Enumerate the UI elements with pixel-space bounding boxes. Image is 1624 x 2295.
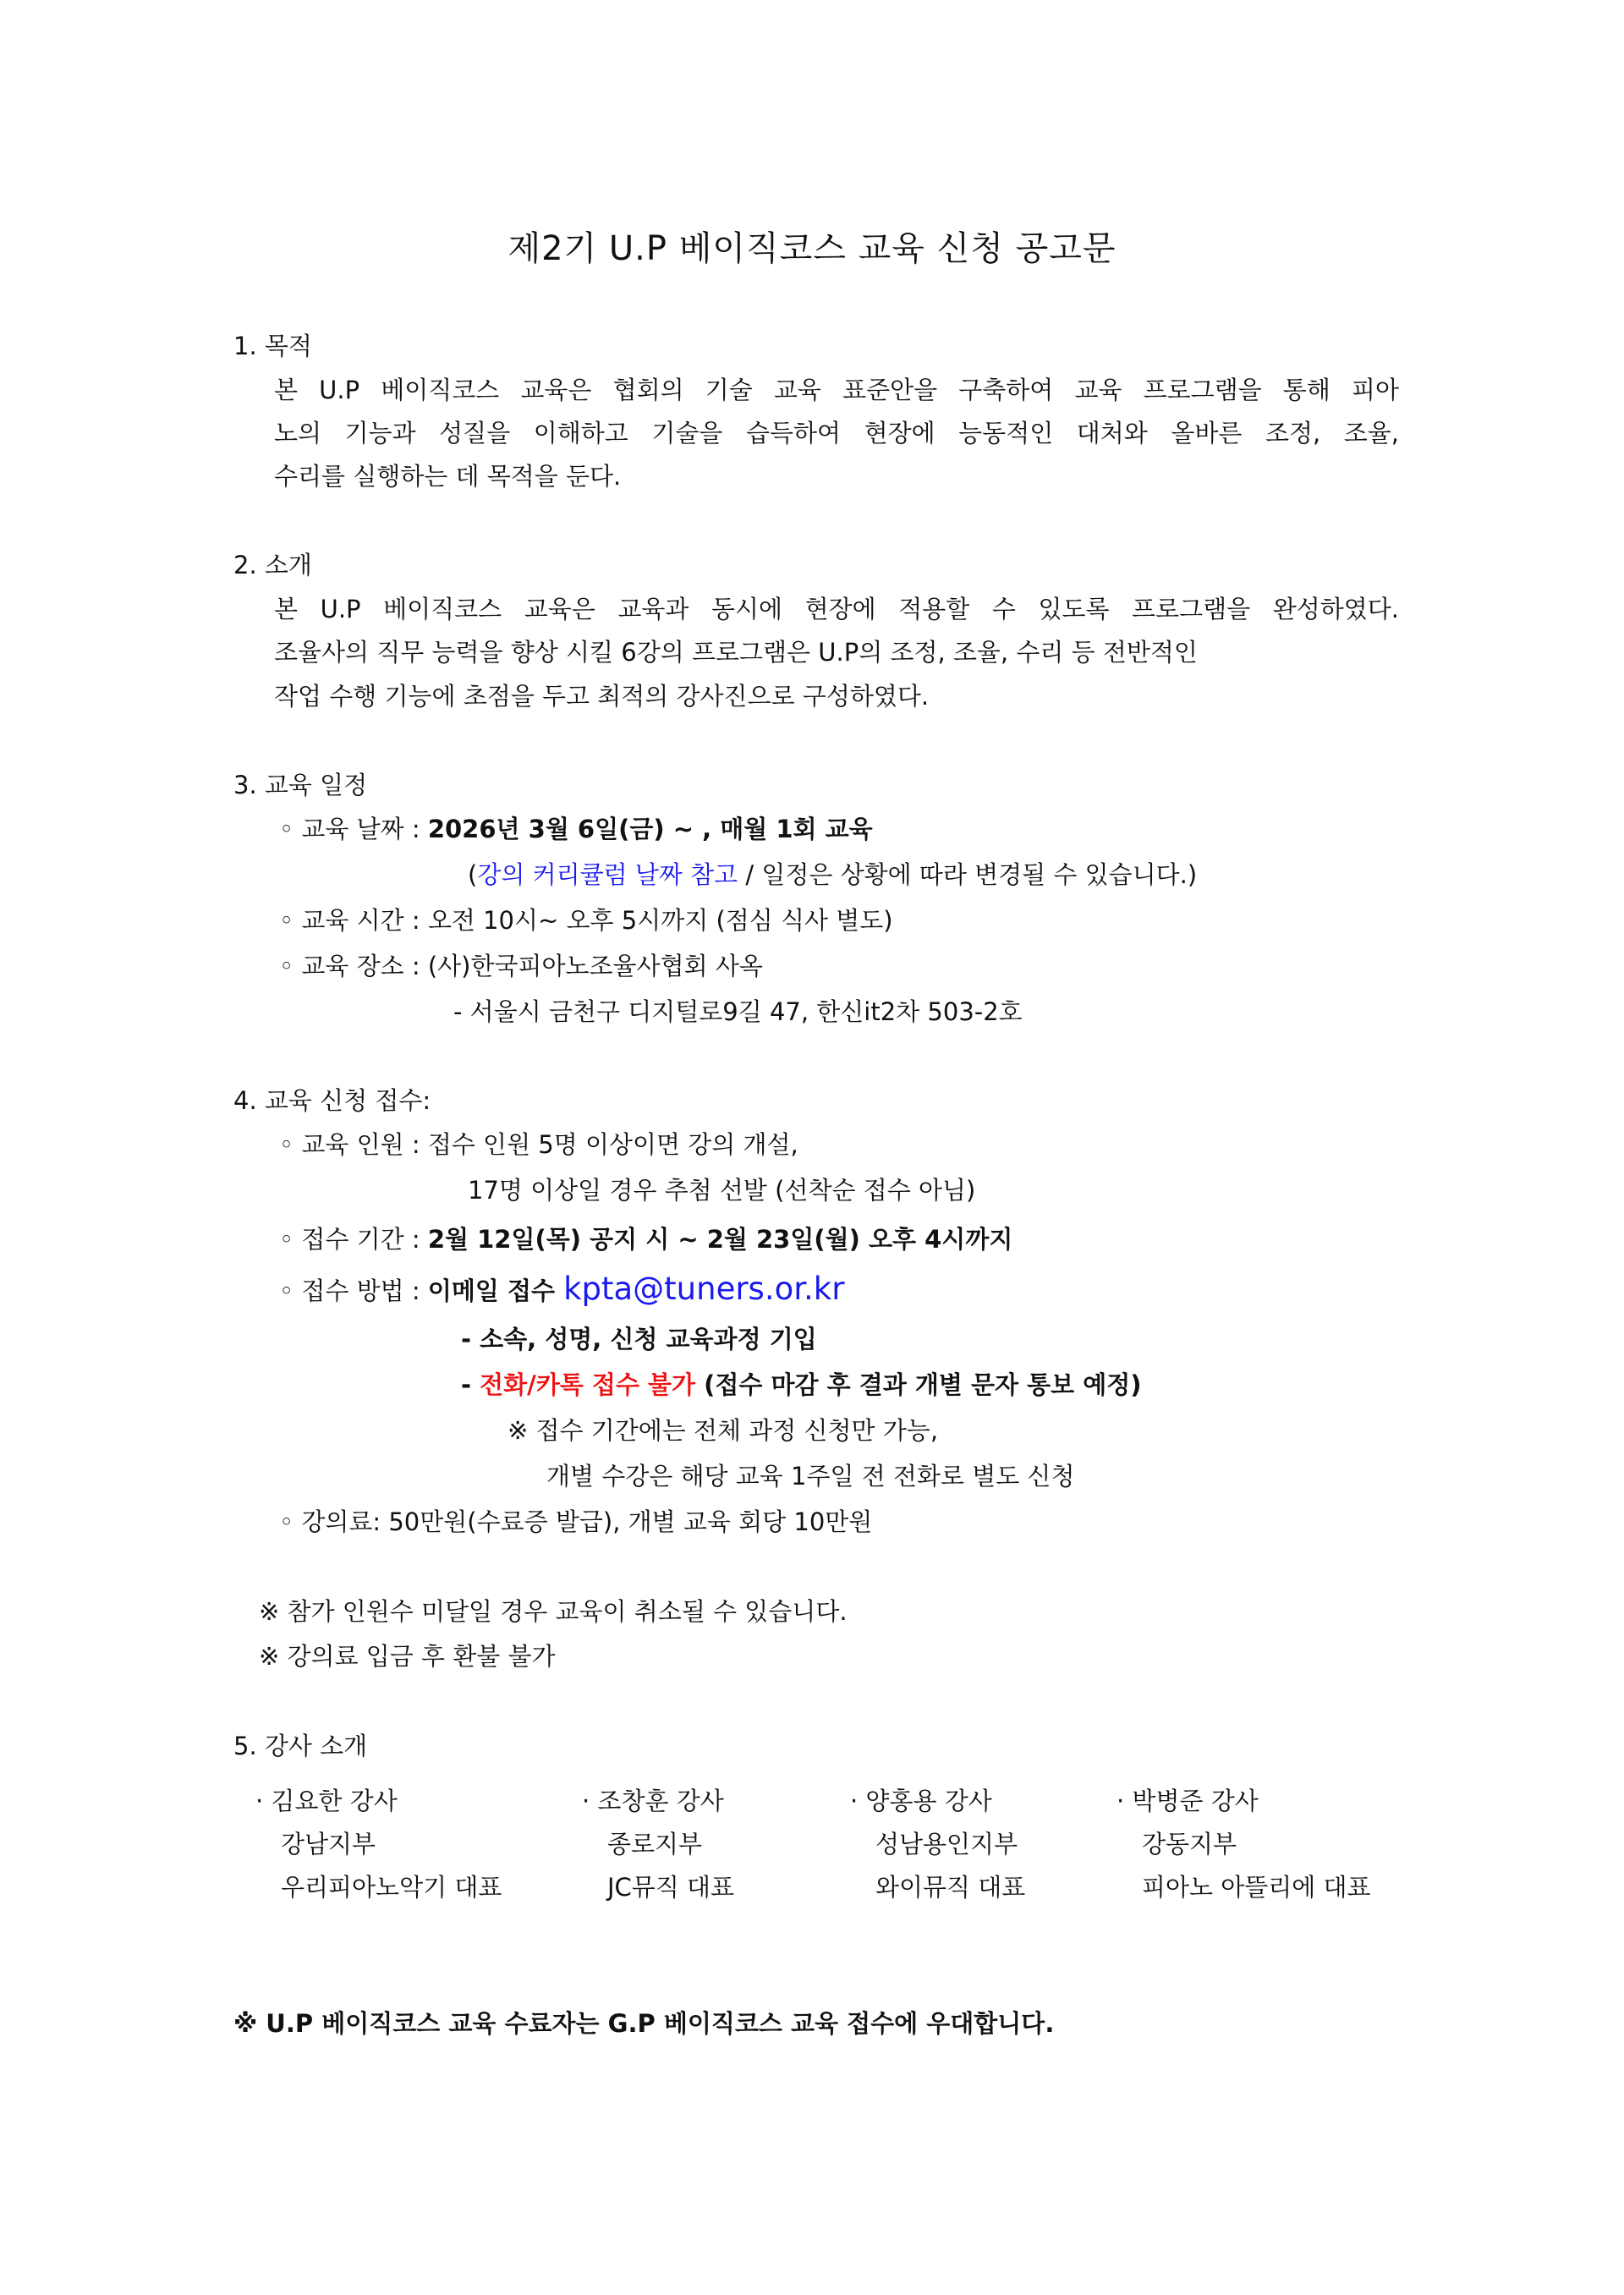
notice-cancel: ※ 참가 인원수 미달일 경우 교육이 취소될 수 있습니다. xyxy=(259,1597,848,1626)
date-note-open: ( xyxy=(468,860,478,889)
schedule-time-value: 오전 10시~ 오후 5시까지 (점심 식사 별도) xyxy=(427,906,893,935)
schedule-date-label: ◦ 교육 날짜 : xyxy=(279,815,428,843)
schedule-place-value: (사)한국피아노조율사협회 사옥 xyxy=(427,952,763,980)
footer-notice: ※ U.P 베이직코스 교육 수료자는 G.P 베이직코스 교육 접수에 우대합니다. xyxy=(233,2009,1055,2038)
no-phone-warning: 전화/카톡 접수 불가 xyxy=(480,1370,696,1399)
enroll-people-label: ◦ 교육 인원 : xyxy=(279,1130,428,1159)
notice-refund: ※ 강의료 입금 후 환불 불가 xyxy=(259,1642,556,1671)
enroll-period-label: ◦ 접수 기간 : xyxy=(279,1225,428,1254)
instructor-company: 피아노 아뜰리에 대표 xyxy=(1142,1873,1371,1902)
method-dash-2 xyxy=(461,1370,1142,1400)
schedule-date-value: 2026년 3월 6일(금) ~ , 매월 1회 교육 xyxy=(427,815,873,843)
section-2-line-3: 작업 수행 기능에 초점을 두고 최적의 강사진으로 구성하였다. xyxy=(274,682,930,711)
schedule-date-note xyxy=(468,860,1197,890)
enroll-method-value: 이메일 접수 xyxy=(427,1277,564,1305)
schedule-time-label: ◦ 교육 시간 : xyxy=(279,906,428,935)
method-note-1: ※ 접수 기간에는 전체 과정 신청만 가능, xyxy=(508,1416,939,1445)
fee-row: ◦ 강의료: 50만원(수료증 발급), 개별 교육 회당 10만원 xyxy=(279,1507,873,1536)
instructor-card xyxy=(255,1787,398,1816)
section-2-heading: 2. 소개 xyxy=(233,551,312,579)
instructor-branch: 성남용인지부 xyxy=(875,1830,1018,1859)
enroll-people-row xyxy=(279,1130,798,1160)
section-1-heading: 1. 목적 xyxy=(233,332,312,360)
instructor-name: · 양홍용 강사 xyxy=(850,1787,992,1815)
instructor-name: · 조창훈 강사 xyxy=(582,1787,724,1815)
section-2-line-1: 본 U.P 베이직코스 교육은 교육과 동시에 현장에 적용할 수 있도록 프로그램을 완성하였다. xyxy=(274,595,1399,623)
section-3-heading: 3. 교육 일정 xyxy=(233,771,368,799)
method-note-2: 개별 수강은 해당 교육 1주일 전 전화로 별도 신청 xyxy=(546,1462,1075,1491)
email-link[interactable]: kpta@tuners.or.kr xyxy=(563,1271,845,1307)
section-1-line-3: 수리를 실행하는 데 목적을 둔다. xyxy=(274,462,622,491)
schedule-place-label: ◦ 교육 장소 : xyxy=(279,952,428,980)
schedule-time-row xyxy=(279,906,893,936)
schedule-address: - 서울시 금천구 디지털로9길 47, 한신it2차 503-2호 xyxy=(453,997,1023,1026)
instructor-name: · 김요한 강사 xyxy=(255,1787,398,1815)
section-5-heading: 5. 강사 소개 xyxy=(233,1732,368,1760)
instructor-name: · 박병준 강사 xyxy=(1116,1787,1259,1815)
instructor-branch: 종로지부 xyxy=(607,1830,703,1859)
enroll-period-row xyxy=(279,1225,1012,1255)
method-dash-2-prefix: - xyxy=(461,1370,480,1399)
section-2-line-2: 조율사의 직무 능력을 향상 시킬 6강의 프로그램은 U.P의 조정, 조율, 수리 등 전반적인 xyxy=(274,638,1198,667)
section-1-line-1: 본 U.P 베이직코스 교육은 협회의 기술 교육 표준안을 구축하여 교육 프로그램을 통해 피아 xyxy=(274,376,1399,404)
method-dash-1: - 소속, 성명, 신청 교육과정 기입 xyxy=(461,1325,817,1353)
instructor-card xyxy=(582,1787,724,1816)
instructor-card xyxy=(1116,1787,1259,1816)
method-dash-2-rest: (접수 마감 후 결과 개별 문자 통보 예정) xyxy=(695,1370,1142,1399)
enroll-method-label: ◦ 접수 방법 : xyxy=(279,1277,428,1305)
date-note-rest: / 일정은 상황에 따라 변경될 수 있습니다.) xyxy=(738,860,1198,889)
instructor-branch: 강남지부 xyxy=(281,1830,376,1859)
instructor-company: 와이뮤직 대표 xyxy=(875,1873,1026,1902)
curriculum-reference: 강의 커리큘럼 날짜 참고 xyxy=(477,860,738,889)
section-1-line-2: 노의 기능과 성질을 이해하고 기술을 습득하여 현장에 능동적인 대처와 올바른 조정, 조율, xyxy=(274,419,1399,447)
enroll-method-row xyxy=(279,1271,844,1308)
instructor-company: JC뮤직 대표 xyxy=(607,1873,735,1902)
enroll-people-value-2: 17명 이상일 경우 추첨 선발 (선착순 접수 아님) xyxy=(468,1176,976,1205)
schedule-place-row xyxy=(279,952,763,981)
enroll-people-value: 접수 인원 5명 이상이면 강의 개설, xyxy=(427,1130,798,1159)
section-4-heading: 4. 교육 신청 접수: xyxy=(233,1086,431,1115)
schedule-date-row xyxy=(279,815,873,844)
document-title: 제2기 U.P 베이직코스 교육 신청 공고문 xyxy=(508,229,1116,268)
instructor-branch: 강동지부 xyxy=(1142,1830,1237,1859)
enroll-period-value: 2월 12일(목) 공지 시 ~ 2월 23일(월) 오후 4시까지 xyxy=(427,1225,1013,1254)
instructor-card xyxy=(850,1787,992,1816)
instructor-company: 우리피아노악기 대표 xyxy=(281,1873,502,1902)
